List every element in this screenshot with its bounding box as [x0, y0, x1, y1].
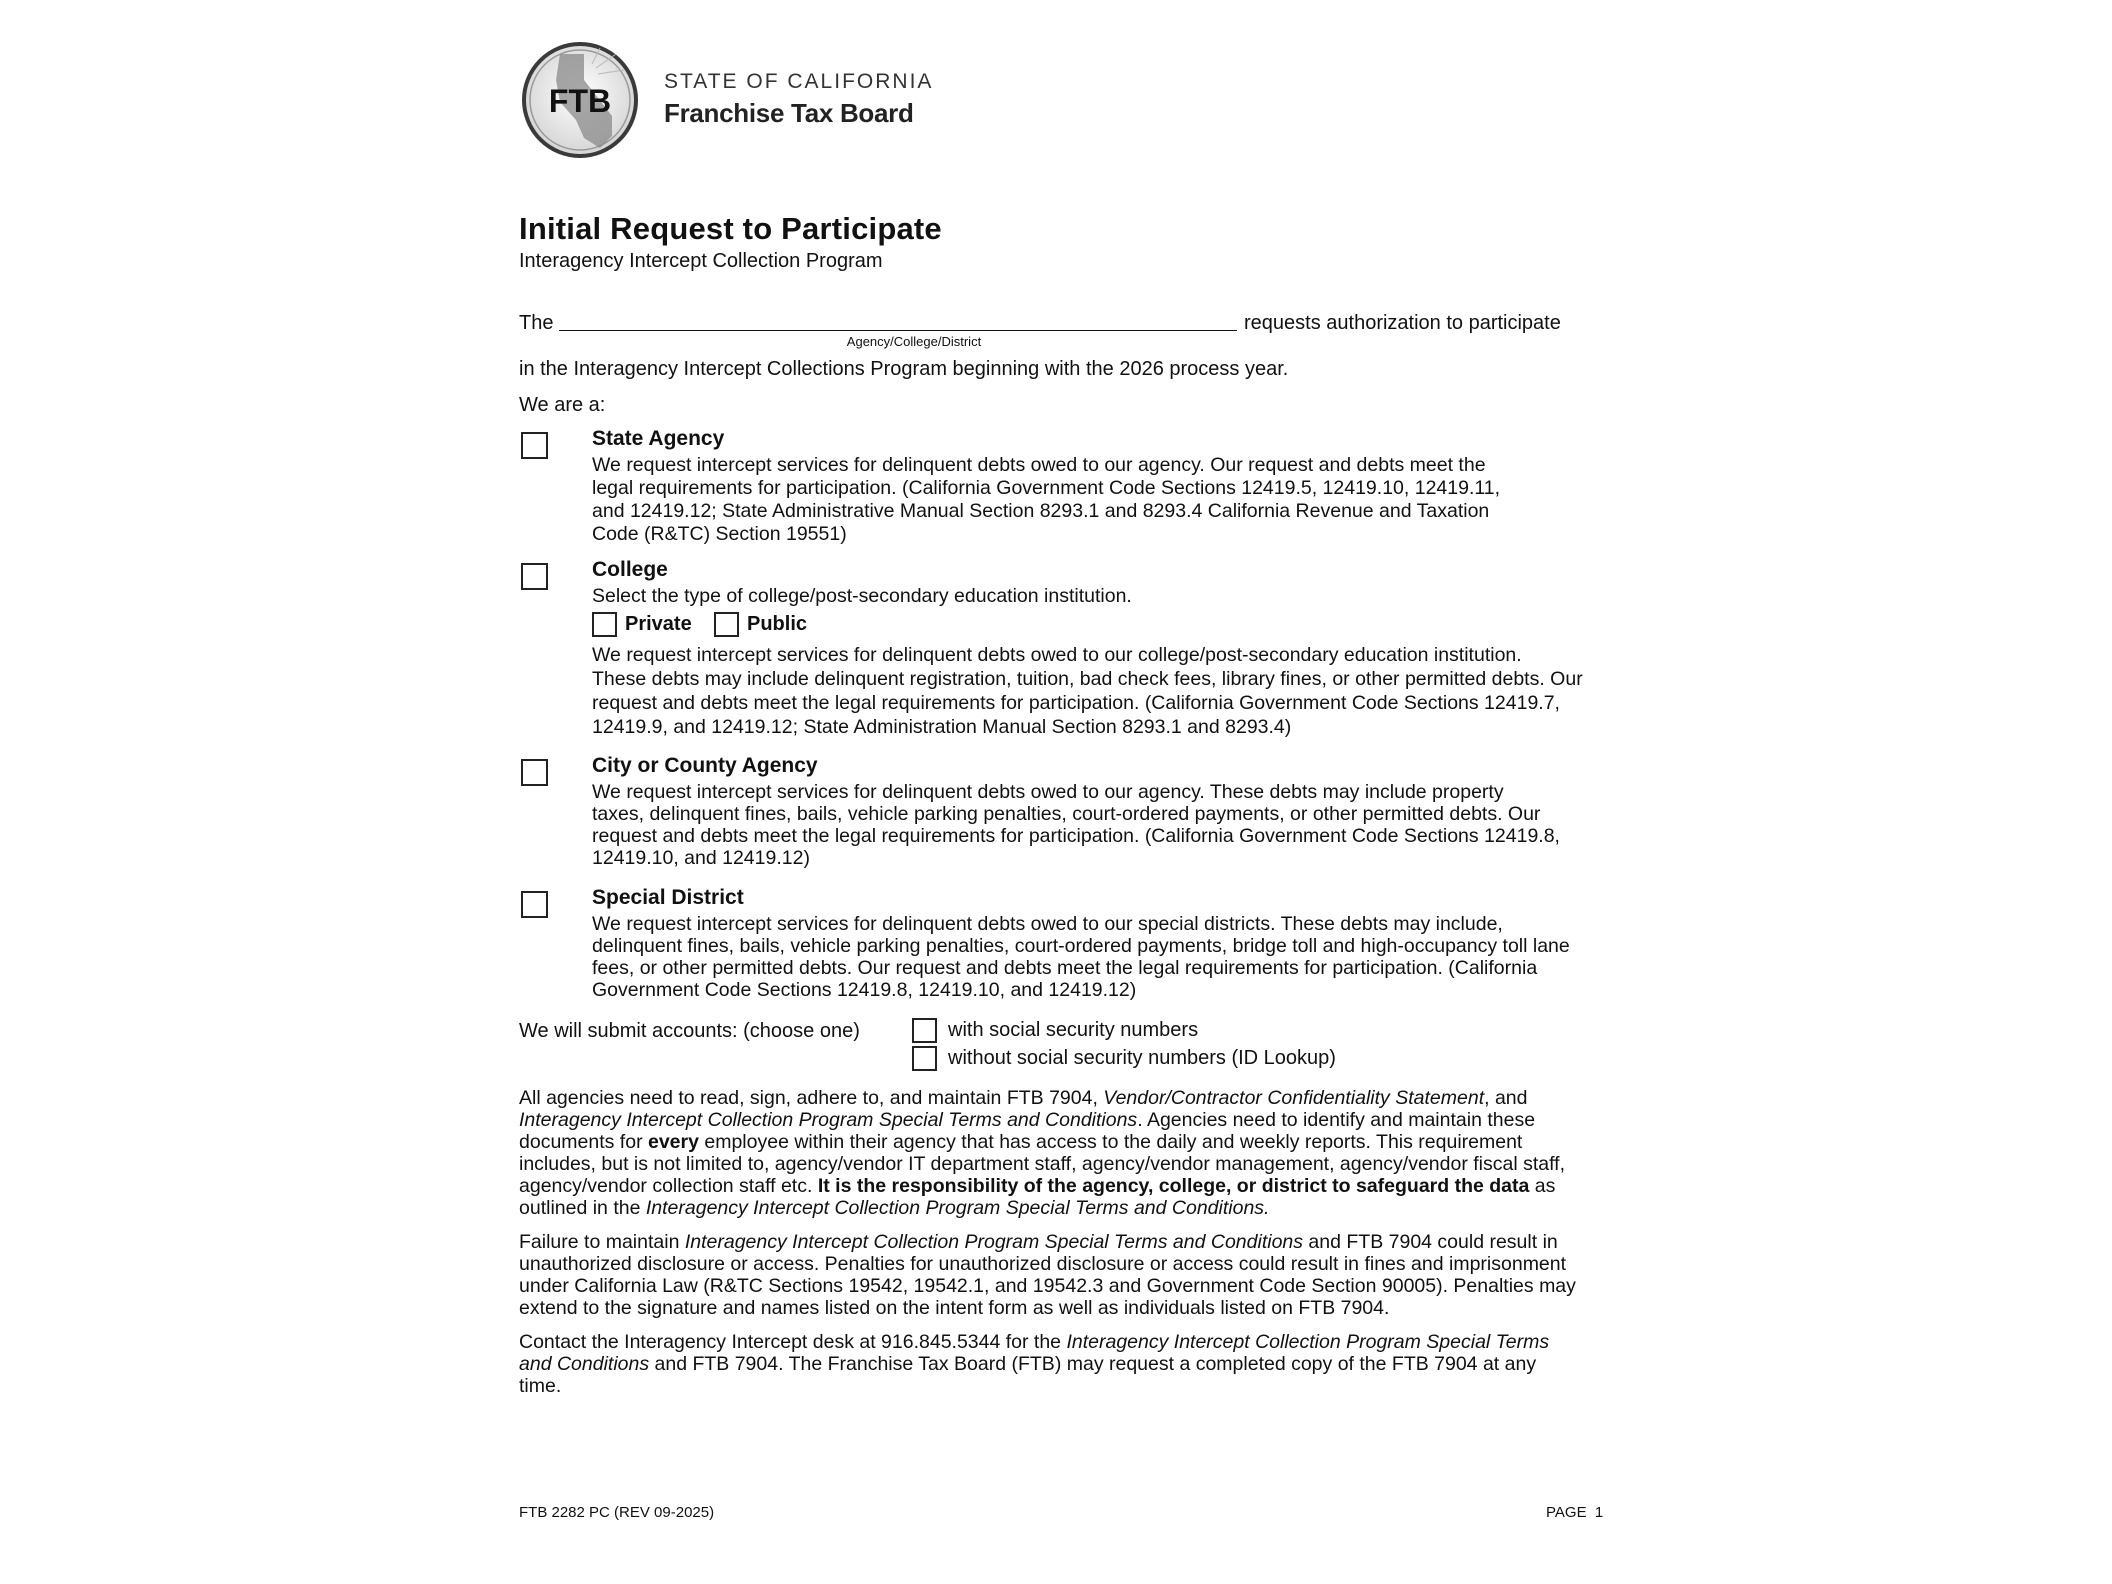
intro-line: in the Interagency Intercept Collections Program beginning with the 2026 process year.	[519, 358, 1289, 380]
public-label: Public	[747, 613, 808, 635]
form-id: FTB 2282 PC (REV 09-2025)	[519, 1504, 715, 1521]
requests-text: requests authorization to participate	[1244, 312, 1561, 334]
confidentiality-paragraph: All agencies need to read, sign, adhere to, and maintain FTB 7904, Vendor/Contractor Confidentiality Statement, and Interagency Intercept Collection Program Special Terms and Conditions. Agencies need to identify and maintain these documents for every employee within their agency that has access to the daily and weekly reports. This requirement includes, but is not limited to, agency/vendor IT department staff, agency/vendor management, agency/vendor fiscal staff, agency/vendor collection staff etc. It is the responsibility of the agency, college, or district to safeguard the data as outlined in the Interagency Intercept Collection Program Special Terms and Conditions.	[519, 1087, 1566, 1219]
special-district-checkbox[interactable]	[521, 891, 548, 918]
college-checkbox[interactable]	[521, 563, 548, 590]
the-label: The	[519, 312, 554, 334]
form-subtitle: Interagency Intercept Collection Program	[519, 250, 883, 272]
org-name: Franchise Tax Board	[664, 98, 914, 128]
without-ssn-label: without social security numbers (ID Lookup)	[948, 1047, 1336, 1069]
without-ssn-checkbox[interactable]	[912, 1046, 937, 1071]
with-ssn-option[interactable]	[912, 1018, 1198, 1043]
state-agency-title: State Agency	[592, 427, 725, 450]
special-district-desc: We request intercept services for delinquent debts owed to our special districts. These debts may include, delinquent fines, bails, vehicle parking penalties, court-ordered payments, bridge toll and high-occupancy toll lane fees, or other permitted debts. Our request and debts meet the legal requirements for participation. (California Government Code Sections 12419.8, 12419.10, and 12419.12)	[592, 913, 1570, 1001]
page-number: PAGE 1	[1546, 1504, 1604, 1521]
special-district-title: Special District	[592, 886, 744, 909]
agency-input-field[interactable]	[559, 330, 1237, 331]
contact-paragraph: Contact the Interagency Intercept desk at 916.845.5344 for the Interagency Intercept Collection Program Special Terms and Conditions and FTB 7904. The Franchise Tax Board (FTB) may request a completed copy of the FTB 7904 at any time.	[519, 1331, 1550, 1397]
agency-caption: Agency/College/District	[846, 334, 982, 349]
private-checkbox[interactable]	[592, 612, 617, 637]
org-state: STATE OF CALIFORNIA	[664, 70, 934, 93]
without-ssn-option[interactable]	[912, 1046, 1336, 1071]
city-county-title: City or County Agency	[592, 754, 818, 777]
with-ssn-checkbox[interactable]	[912, 1018, 937, 1043]
college-title: College	[592, 558, 668, 581]
penalties-paragraph: Failure to maintain Interagency Intercept Collection Program Special Terms and Conditions and FTB 7904 could result in unauthorized disclosure or access. Penalties for unauthorized disclosure or access could result in fines and imprisonment under California Law (R&TC Sections 19542, 19542.1, and 19542.3 and Government Code Section 90005). Penalties may extend to the signature and names listed on the intent form as well as individuals listed on FTB 7904.	[519, 1231, 1576, 1319]
college-type-private[interactable]	[592, 612, 692, 637]
private-label: Private	[625, 613, 692, 635]
college-desc: We request intercept services for delinquent debts owed to our college/post-secondary education institution. These debts may include delinquent registration, tuition, bad check fees, library fines, or other permitted debts. Our request and debts meet the legal requirements for participation. (California Government Code Sections 12419.7, 12419.9, and 12419.12; State Administration Manual Section 8293.1 and 8293.4)	[592, 644, 1583, 738]
state-agency-checkbox[interactable]	[521, 432, 548, 459]
org-name-block	[664, 70, 933, 129]
form-title: Initial Request to Participate	[519, 211, 942, 246]
college-select-text: Select the type of college/post-secondary education institution.	[592, 585, 1132, 607]
we-are-label: We are a:	[519, 394, 606, 416]
college-type-public[interactable]	[714, 612, 807, 637]
svg-text:FTB: FTB	[548, 83, 612, 119]
city-county-desc: We request intercept services for delinquent debts owed to our agency. These debts may include property taxes, delinquent fines, bails, vehicle parking penalties, court-ordered payments, or other permitted debts. Our request and debts meet the legal requirements for participation. (California Government Code Sections 12419.8, 12419.10, and 12419.12)	[592, 781, 1560, 869]
submit-accounts-label: We will submit accounts: (choose one)	[519, 1020, 860, 1042]
city-county-checkbox[interactable]	[521, 759, 548, 786]
state-agency-desc: We request intercept services for delinquent debts owed to our agency. Our request and debts meet the legal requirements for participation. (California Government Code Sections 12419.5, 12419.10, 12419.11, and 12419.12; State Administrative Manual Section 8293.1 and 8293.4 California Revenue and Taxation Code (R&TC) Section 19551)	[592, 454, 1501, 545]
public-checkbox[interactable]	[714, 612, 739, 637]
ftb-logo	[520, 40, 640, 160]
with-ssn-label: with social security numbers	[948, 1019, 1199, 1041]
